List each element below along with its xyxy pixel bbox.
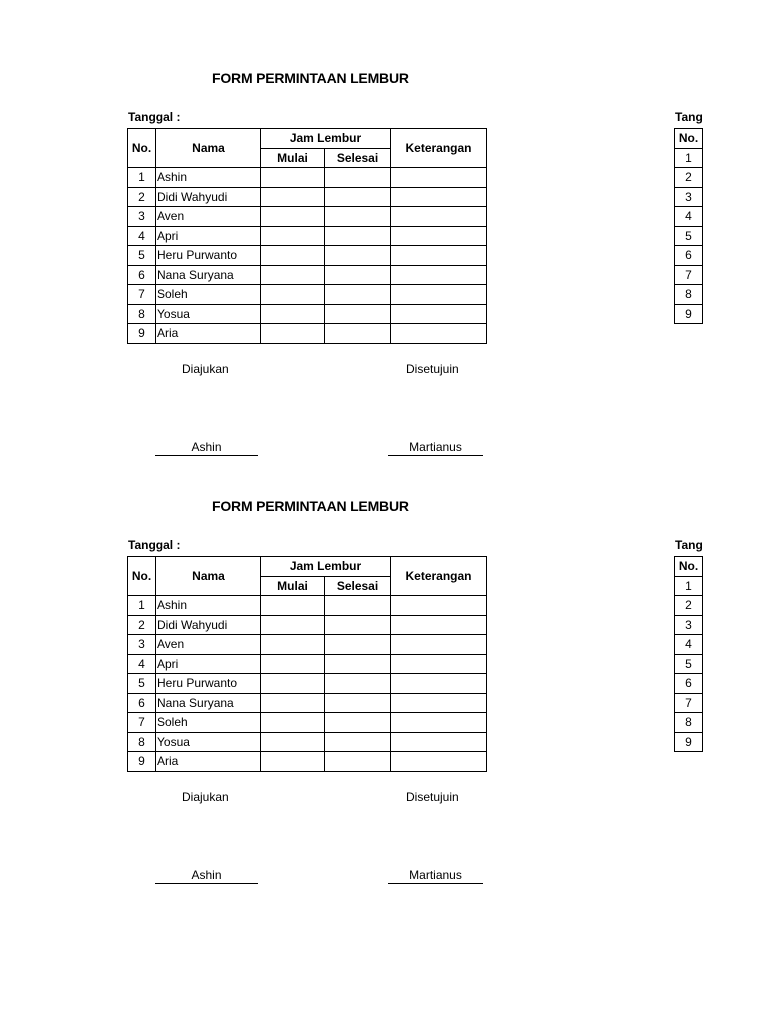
row-no: 7 — [675, 265, 703, 285]
cell-keterangan[interactable] — [391, 226, 487, 246]
cell-mulai[interactable] — [261, 713, 325, 733]
approved-label: Disetujuin — [406, 362, 459, 376]
row-no: 8 — [675, 713, 703, 733]
row-no: 3 — [128, 635, 156, 655]
table-row — [128, 226, 487, 246]
row-no: 6 — [675, 674, 703, 694]
table-row — [128, 324, 487, 344]
header-no: No. — [675, 557, 703, 577]
cell-keterangan[interactable] — [391, 752, 487, 772]
submitted-signature: Ashin — [155, 440, 258, 456]
row-no: 9 — [128, 752, 156, 772]
row-no: 4 — [128, 226, 156, 246]
cell-mulai[interactable] — [261, 168, 325, 188]
cell-keterangan[interactable] — [391, 324, 487, 344]
row-no: 8 — [128, 304, 156, 324]
cell-mulai[interactable] — [261, 207, 325, 227]
cell-keterangan[interactable] — [391, 285, 487, 305]
form-title: FORM PERMINTAAN LEMBUR — [212, 70, 409, 86]
table-row — [128, 732, 487, 752]
cell-selesai[interactable] — [325, 265, 391, 285]
cell-selesai[interactable] — [325, 635, 391, 655]
cell-selesai[interactable] — [325, 732, 391, 752]
form-title: FORM PERMINTAAN LEMBUR — [212, 498, 409, 514]
row-no: 8 — [675, 285, 703, 305]
table-row — [128, 693, 487, 713]
table-row — [128, 168, 487, 188]
header-no: No. — [675, 129, 703, 149]
row-no: 9 — [128, 324, 156, 344]
cell-selesai[interactable] — [325, 752, 391, 772]
cell-selesai[interactable] — [325, 187, 391, 207]
cell-keterangan[interactable] — [391, 246, 487, 266]
cell-mulai[interactable] — [261, 654, 325, 674]
table-row — [128, 246, 487, 266]
row-nama: Apri — [156, 654, 261, 674]
date-label-cropped: Tang — [675, 110, 703, 124]
row-no: 6 — [675, 246, 703, 266]
table-row — [128, 635, 487, 655]
row-no: 5 — [675, 654, 703, 674]
table-row — [128, 654, 487, 674]
row-no: 3 — [128, 207, 156, 227]
cell-selesai[interactable] — [325, 654, 391, 674]
cell-keterangan[interactable] — [391, 732, 487, 752]
row-no: 6 — [128, 693, 156, 713]
cell-selesai[interactable] — [325, 226, 391, 246]
table-row — [128, 304, 487, 324]
row-nama: Nana Suryana — [156, 265, 261, 285]
header-keterangan: Keterangan — [391, 129, 487, 168]
table-row — [128, 285, 487, 305]
table-row — [128, 713, 487, 733]
header-no: No. — [128, 557, 156, 596]
cell-keterangan[interactable] — [391, 304, 487, 324]
table-row — [128, 615, 487, 635]
cell-mulai[interactable] — [261, 226, 325, 246]
row-no: 1 — [128, 596, 156, 616]
cell-selesai[interactable] — [325, 285, 391, 305]
cell-selesai[interactable] — [325, 246, 391, 266]
row-no: 1 — [128, 168, 156, 188]
header-keterangan: Keterangan — [391, 557, 487, 596]
row-no: 1 — [675, 148, 703, 168]
approved-signature: Martianus — [388, 868, 483, 884]
row-nama: Aven — [156, 207, 261, 227]
header-nama: Nama — [156, 557, 261, 596]
header-mulai: Mulai — [261, 148, 325, 168]
cell-selesai[interactable] — [325, 207, 391, 227]
row-nama: Yosua — [156, 732, 261, 752]
row-nama: Soleh — [156, 285, 261, 305]
row-no: 2 — [675, 596, 703, 616]
cell-selesai[interactable] — [325, 596, 391, 616]
overtime-table — [127, 556, 487, 772]
date-label-cropped: Tang — [675, 538, 703, 552]
row-nama: Yosua — [156, 304, 261, 324]
header-nama: Nama — [156, 129, 261, 168]
overtime-table — [127, 128, 487, 344]
row-nama: Aria — [156, 752, 261, 772]
submitted-label: Diajukan — [182, 790, 229, 804]
row-nama: Apri — [156, 226, 261, 246]
approved-signature: Martianus — [388, 440, 483, 456]
row-no: 9 — [675, 304, 703, 324]
cell-mulai[interactable] — [261, 615, 325, 635]
header-selesai: Selesai — [325, 148, 391, 168]
row-no: 9 — [675, 732, 703, 752]
table-row — [128, 752, 487, 772]
overtime-table-cropped — [674, 128, 703, 324]
row-no: 4 — [675, 635, 703, 655]
row-no: 2 — [128, 615, 156, 635]
cell-keterangan[interactable] — [391, 596, 487, 616]
cell-keterangan[interactable] — [391, 168, 487, 188]
header-selesai: Selesai — [325, 576, 391, 596]
cell-keterangan[interactable] — [391, 693, 487, 713]
cell-keterangan[interactable] — [391, 654, 487, 674]
cell-selesai[interactable] — [325, 304, 391, 324]
row-nama: Heru Purwanto — [156, 246, 261, 266]
submitted-signature: Ashin — [155, 868, 258, 884]
cell-selesai[interactable] — [325, 674, 391, 694]
cell-mulai[interactable] — [261, 635, 325, 655]
row-no: 7 — [128, 285, 156, 305]
row-nama: Ashin — [156, 596, 261, 616]
cell-mulai[interactable] — [261, 304, 325, 324]
row-no: 1 — [675, 576, 703, 596]
date-label: Tanggal : — [128, 538, 181, 552]
table-row — [128, 207, 487, 227]
row-no: 2 — [128, 187, 156, 207]
cell-mulai[interactable] — [261, 693, 325, 713]
cell-keterangan[interactable] — [391, 674, 487, 694]
header-no: No. — [128, 129, 156, 168]
cell-selesai[interactable] — [325, 324, 391, 344]
cell-mulai[interactable] — [261, 265, 325, 285]
row-no: 5 — [128, 674, 156, 694]
cell-mulai[interactable] — [261, 285, 325, 305]
cell-keterangan[interactable] — [391, 207, 487, 227]
approved-label: Disetujuin — [406, 790, 459, 804]
row-nama: Ashin — [156, 168, 261, 188]
row-nama: Didi Wahyudi — [156, 615, 261, 635]
cell-keterangan[interactable] — [391, 635, 487, 655]
submitted-label: Diajukan — [182, 362, 229, 376]
row-nama: Aria — [156, 324, 261, 344]
cell-selesai[interactable] — [325, 713, 391, 733]
table-row — [128, 187, 487, 207]
row-nama: Soleh — [156, 713, 261, 733]
cell-mulai[interactable] — [261, 732, 325, 752]
row-no: 3 — [675, 187, 703, 207]
row-no: 8 — [128, 732, 156, 752]
cell-selesai[interactable] — [325, 615, 391, 635]
row-nama: Didi Wahyudi — [156, 187, 261, 207]
table-row — [128, 596, 487, 616]
table-row — [128, 674, 487, 694]
row-nama: Heru Purwanto — [156, 674, 261, 694]
row-no: 7 — [675, 693, 703, 713]
cell-keterangan[interactable] — [391, 187, 487, 207]
cell-mulai[interactable] — [261, 596, 325, 616]
row-no: 4 — [675, 207, 703, 227]
cell-keterangan[interactable] — [391, 615, 487, 635]
row-no: 5 — [128, 246, 156, 266]
cell-mulai[interactable] — [261, 674, 325, 694]
row-no: 6 — [128, 265, 156, 285]
table-row — [128, 265, 487, 285]
row-no: 5 — [675, 226, 703, 246]
row-no: 2 — [675, 168, 703, 188]
row-no: 3 — [675, 615, 703, 635]
header-jam-lembur: Jam Lembur — [261, 557, 391, 577]
row-nama: Nana Suryana — [156, 693, 261, 713]
row-nama: Aven — [156, 635, 261, 655]
date-label: Tanggal : — [128, 110, 181, 124]
cell-selesai[interactable] — [325, 693, 391, 713]
overtime-form — [0, 428, 768, 882]
row-no: 7 — [128, 713, 156, 733]
cell-mulai[interactable] — [261, 246, 325, 266]
cell-mulai[interactable] — [261, 187, 325, 207]
cell-selesai[interactable] — [325, 168, 391, 188]
header-mulai: Mulai — [261, 576, 325, 596]
cell-keterangan[interactable] — [391, 713, 487, 733]
overtime-form — [0, 0, 768, 454]
cell-mulai[interactable] — [261, 752, 325, 772]
cell-mulai[interactable] — [261, 324, 325, 344]
overtime-table-cropped — [674, 556, 703, 752]
row-no: 4 — [128, 654, 156, 674]
cell-keterangan[interactable] — [391, 265, 487, 285]
header-jam-lembur: Jam Lembur — [261, 129, 391, 149]
